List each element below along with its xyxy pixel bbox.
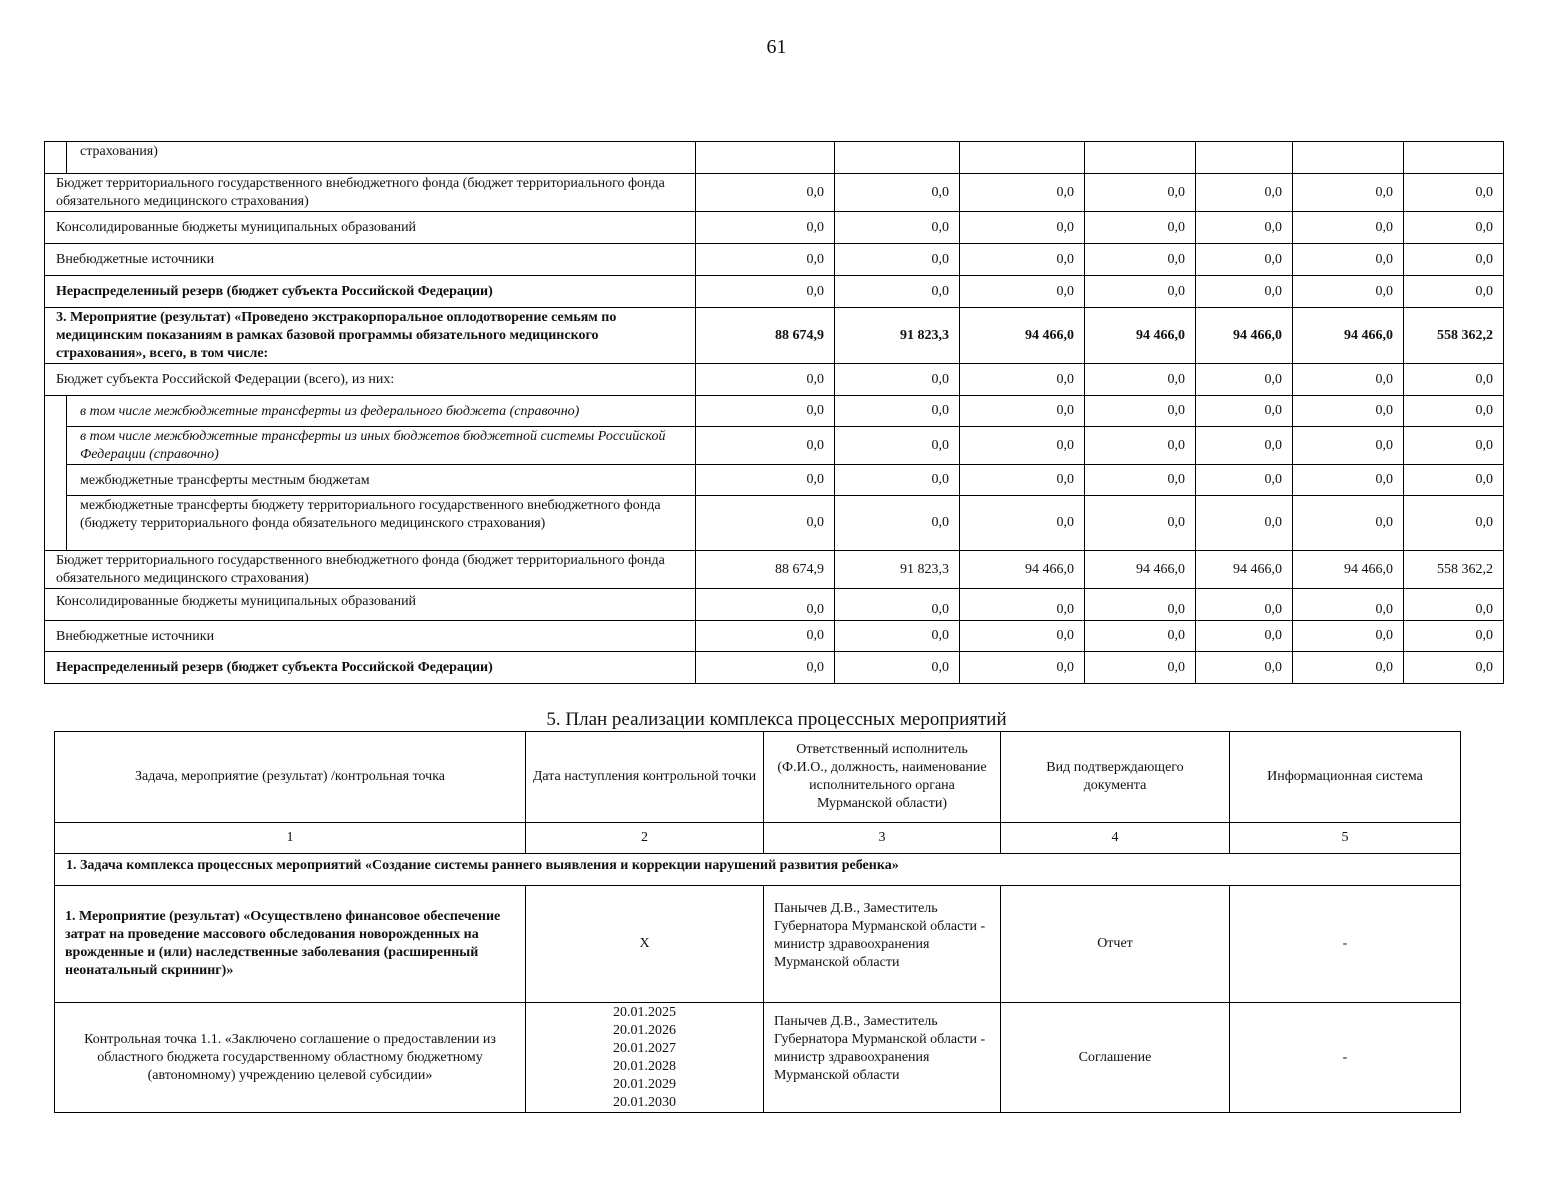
cell-value: 0,0 [1404,621,1504,652]
cell-value [1404,142,1504,174]
checkpoint-name: Контрольная точка 1.1. «Заключено соглашение о предоставлении из областного бюджета государственному областному бюджетному (автономному) учреждению целевой субсидии» [55,1003,526,1113]
checkpoint-date: 20.01.2029 [613,1076,676,1092]
cell-value: 0,0 [835,396,960,427]
cell-value: 88 674,9 [696,551,835,589]
budget-table [44,141,1504,684]
table-row [45,396,1504,427]
cell-value: 0,0 [696,621,835,652]
cell-value: 0,0 [696,427,835,465]
cell-value: 0,0 [960,396,1085,427]
column-number: 4 [1001,823,1230,854]
cell-value: 0,0 [835,174,960,212]
cell-value: 0,0 [1293,652,1404,684]
cell-value: 0,0 [1404,396,1504,427]
cell-value [960,142,1085,174]
cell-value: 88 674,9 [696,308,835,364]
cell-value: 91 823,3 [835,551,960,589]
measure-system: - [1230,886,1461,1003]
cell-value: 0,0 [835,244,960,276]
table-row [45,212,1504,244]
column-number: 5 [1230,823,1461,854]
column-number: 1 [55,823,526,854]
cell-value: 0,0 [1293,621,1404,652]
cell-value: 0,0 [696,496,835,551]
cell-value: 0,0 [1085,465,1196,496]
table-row [45,308,1504,364]
table-row [45,142,1504,174]
checkpoint-date: 20.01.2027 [613,1040,676,1056]
cell-value: 0,0 [1196,589,1293,621]
checkpoint-row [55,1003,1461,1113]
cell-value: 0,0 [960,652,1085,684]
measure-name: 1. Мероприятие (результат) «Осуществлено финансовое обеспечение затрат на проведение массового обследования новорожденных на врожденные и (или) наследственные заболевания (расширенный неонатальный скрининг)» [55,886,526,1003]
task-title: 1. Задача комплекса процессных мероприятий «Создание системы раннего выявления и коррекции нарушений развития ребенка» [55,854,1461,886]
cell-value: 0,0 [1085,364,1196,396]
header-row [55,732,1461,823]
row-label: межбюджетные трансферты бюджету территориального государственного внебюджетного фонда (бюджету территориального фонда обязательного медицинского страхования) [67,496,696,551]
table-row [45,276,1504,308]
header-cell: Ответственный исполнитель (Ф.И.О., должность, наименование исполнительного органа Мурманской области) [764,732,1001,823]
cell-value: 0,0 [1196,396,1293,427]
column-number: 3 [764,823,1001,854]
table-row [45,652,1504,684]
cell-value: 0,0 [1404,589,1504,621]
cell-value: 0,0 [696,652,835,684]
cell-value: 91 823,3 [835,308,960,364]
page-number: 61 [766,36,787,58]
cell-value: 0,0 [1404,244,1504,276]
cell-value: 0,0 [1293,244,1404,276]
row-label: Консолидированные бюджеты муниципальных образований [45,212,696,244]
task-row [55,854,1461,886]
plan-table [54,731,1461,1113]
cell-value: 0,0 [1293,496,1404,551]
cell-value: 558 362,2 [1404,551,1504,589]
row-label: 3. Мероприятие (результат) «Проведено экстракорпоральное оплодотворение семьям по медицинским показаниям в рамках базовой программы обязательного медицинского страхования», всего, в том числе: [45,308,696,364]
cell-value: 0,0 [696,465,835,496]
cell-value: 0,0 [1293,465,1404,496]
cell-value: 0,0 [1085,396,1196,427]
cell-value: 0,0 [1404,276,1504,308]
cell-value: 0,0 [1196,465,1293,496]
cell-value: 0,0 [960,364,1085,396]
table-row [45,621,1504,652]
cell-value: 0,0 [1404,212,1504,244]
checkpoint-responsible: Панычев Д.В., Заместитель Губернатора Мурманской области - министр здравоохранения Мурманской области [764,1003,1001,1113]
cell-value: 0,0 [1085,589,1196,621]
header-cell: Информационная система [1230,732,1461,823]
cell-value: 0,0 [696,174,835,212]
measure-document: Отчет [1001,886,1230,1003]
cell-value: 94 466,0 [1293,551,1404,589]
cell-value: 0,0 [1196,244,1293,276]
cell-value: 0,0 [1293,174,1404,212]
table-row [45,174,1504,212]
cell-value [1293,142,1404,174]
cell-value: 0,0 [1085,427,1196,465]
cell-value: 0,0 [696,276,835,308]
cell-value: 0,0 [835,364,960,396]
cell-value: 0,0 [1085,652,1196,684]
cell-value: 0,0 [1196,364,1293,396]
cell-value: 0,0 [1293,427,1404,465]
table-row [45,589,1504,621]
cell-value: 0,0 [835,276,960,308]
cell-value: 0,0 [1293,364,1404,396]
cell-value: 0,0 [1404,496,1504,551]
cell-value: 0,0 [835,621,960,652]
cell-value: 0,0 [1085,621,1196,652]
cell-value: 94 466,0 [1085,551,1196,589]
cell-value: 0,0 [1196,621,1293,652]
row-label: Внебюджетные источники [45,621,696,652]
cell-value: 0,0 [835,652,960,684]
cell-value: 0,0 [835,427,960,465]
row-label: Консолидированные бюджеты муниципальных образований [45,589,696,621]
cell-value: 0,0 [1085,496,1196,551]
cell-value: 0,0 [1196,427,1293,465]
cell-value [1085,142,1196,174]
row-label: Внебюджетные источники [45,244,696,276]
cell-value: 0,0 [1196,652,1293,684]
header-cell: Вид подтверждающего документа [1001,732,1230,823]
cell-value: 0,0 [835,496,960,551]
section-title: 5. План реализации комплекса процессных мероприятий [546,709,1007,730]
cell-value: 0,0 [1196,212,1293,244]
measure-date: X [526,886,764,1003]
row-label: в том числе межбюджетные трансферты из иных бюджетов бюджетной системы Российской Федерации (справочно) [67,427,696,465]
header-cell: Задача, мероприятие (результат) /контрольная точка [55,732,526,823]
cell-value: 0,0 [696,244,835,276]
cell-value: 0,0 [960,496,1085,551]
row-label: Бюджет территориального государственного внебюджетного фонда (бюджет территориального фонда обязательного медицинского страхования) [45,174,696,212]
cell-value: 0,0 [1404,652,1504,684]
cell-value: 0,0 [960,427,1085,465]
cell-value [835,142,960,174]
cell-value: 558 362,2 [1404,308,1504,364]
row-label: Бюджет территориального государственного внебюджетного фонда (бюджет территориального фонда обязательного медицинского страхования) [45,551,696,589]
table-row [45,496,1504,551]
row-label: Нераспределенный резерв (бюджет субъекта Российской Федерации) [45,276,696,308]
cell-value: 0,0 [1404,465,1504,496]
cell-value: 94 466,0 [960,308,1085,364]
cell-value: 0,0 [696,589,835,621]
row-label: Бюджет субъекта Российской Федерации (всего), из них: [45,364,696,396]
table-row [45,551,1504,589]
cell-value: 0,0 [835,212,960,244]
cell-value: 0,0 [1404,174,1504,212]
cell-value: 0,0 [835,465,960,496]
table-row [45,427,1504,465]
checkpoint-date: 20.01.2030 [613,1094,676,1110]
table-row [45,244,1504,276]
cell-value: 94 466,0 [960,551,1085,589]
column-number: 2 [526,823,764,854]
measure-row [55,886,1461,1003]
cell-value: 0,0 [1404,364,1504,396]
cell-value: 0,0 [960,212,1085,244]
cell-value: 0,0 [960,465,1085,496]
table-row [45,364,1504,396]
table-row [45,465,1504,496]
checkpoint-date: 20.01.2025 [613,1004,676,1020]
cell-value: 0,0 [1085,174,1196,212]
cell-value: 0,0 [1196,276,1293,308]
header-cell: Дата наступления контрольной точки [526,732,764,823]
cell-value: 0,0 [960,621,1085,652]
row-label: Нераспределенный резерв (бюджет субъекта Российской Федерации) [45,652,696,684]
cell-value: 94 466,0 [1085,308,1196,364]
cell-value: 0,0 [960,244,1085,276]
cell-value: 0,0 [960,276,1085,308]
cell-value: 0,0 [1293,396,1404,427]
cell-value: 0,0 [1085,276,1196,308]
checkpoint-date: 20.01.2028 [613,1058,676,1074]
cell-value: 94 466,0 [1196,308,1293,364]
checkpoint-dates [526,1003,764,1113]
cell-value: 0,0 [1085,244,1196,276]
cell-value: 94 466,0 [1196,551,1293,589]
cell-value: 0,0 [960,174,1085,212]
cell-value: 0,0 [835,589,960,621]
cell-value: 0,0 [696,212,835,244]
checkpoint-system: - [1230,1003,1461,1113]
measure-responsible: Панычев Д.В., Заместитель Губернатора Мурманской области - министр здравоохранения Мурманской области [764,886,1001,1003]
checkpoint-date: 20.01.2026 [613,1022,676,1038]
cell-value: 0,0 [1293,276,1404,308]
cell-value: 0,0 [696,364,835,396]
cell-value: 0,0 [1404,427,1504,465]
cell-value: 94 466,0 [1293,308,1404,364]
cell-value [696,142,835,174]
cell-value: 0,0 [1085,212,1196,244]
row-label: межбюджетные трансферты местным бюджетам [67,465,696,496]
row-label: страхования) [67,142,696,174]
cell-value: 0,0 [696,396,835,427]
column-numbers-row [55,823,1461,854]
cell-value: 0,0 [960,589,1085,621]
cell-value: 0,0 [1196,174,1293,212]
cell-value [1196,142,1293,174]
checkpoint-document: Соглашение [1001,1003,1230,1113]
row-label: в том числе межбюджетные трансферты из федерального бюджета (справочно) [67,396,696,427]
cell-value: 0,0 [1293,212,1404,244]
cell-value: 0,0 [1293,589,1404,621]
cell-value: 0,0 [1196,496,1293,551]
